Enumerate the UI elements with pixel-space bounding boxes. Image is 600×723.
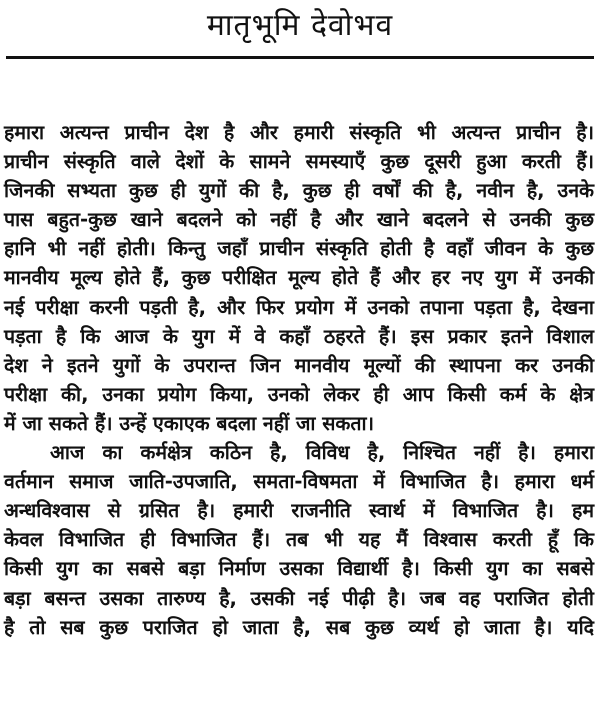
text-line: है तो सब कुछ पराजित हो जाता है, सब कुछ व्यर्थ हो जाता है। यदि: [4, 615, 594, 639]
text-line: किसी युग का सबसे बड़ा निर्माण उसका विद्यार्थी है। किसी युग का सबसे: [4, 557, 594, 581]
text-line: अन्धविश्वास से ग्रसित है। हमारी राजनीति स्वार्थ में विभाजित है। हम: [4, 499, 594, 523]
text-line: वर्तमान समाज जाति-उपजाति, समता-विषमता में विभाजित है। हमारा धर्म: [4, 470, 594, 494]
text-line: देश ने इतने युगों के उपरान्त जिन मानवीय मूल्यों की स्थापना कर उनकी: [4, 353, 594, 377]
text-line: में जा सकते हैं। उन्हें एकाएक बदला नहीं जा सकता।: [4, 411, 374, 435]
text-line: प्राचीन संस्कृति वाले देशों के सामने समस्याएँ कुछ दूसरी हुआ करती हैं।: [4, 150, 594, 174]
text-line: बड़ा बसन्त उसका तारुण्य है, उसकी नई पीढ़ी है। जब वह पराजित होती: [4, 586, 594, 610]
text-line: पड़ता है कि आज के युग में वे कहाँ ठहरते हैं। इस प्रकार इतने विशाल: [4, 324, 594, 348]
chapter-title: मातृभूमि देवोभव: [206, 8, 394, 43]
text-line: आज का कर्मक्षेत्र कठिन है, विविध है, निश्चित नहीं है। हमारा: [50, 441, 594, 465]
text-line: जिनकी सभ्यता कुछ ही युगों की है, कुछ ही वर्षों की है, नवीन है, उनके: [4, 179, 594, 203]
title-underline: [6, 56, 594, 59]
text-line: पास बहुत-कुछ खाने बदलने को नहीं है और खाने बदलने से उनकी कुछ: [4, 208, 594, 232]
text-line: परीक्षा की, उनका प्रयोग किया, उनको लेकर ही आप किसी कर्म के क्षेत्र: [4, 382, 594, 406]
body-text: [4, 118, 594, 642]
text-line: नई परीक्षा करनी पड़ती है, और फिर प्रयोग में उनको तपाना पड़ता है, देखना: [4, 295, 594, 319]
text-line: केवल विभाजित ही विभाजित हैं। तब भी यह मैं विश्वास करती हूँ कि: [4, 528, 594, 552]
text-line: हमारा अत्यन्त प्राचीन देश है और हमारी संस्कृति भी अत्यन्त प्राचीन है।: [4, 121, 594, 144]
text-line: हानि भी नहीं होती। किन्तु जहाँ प्राचीन संस्कृति होती है वहाँ जीवन के कुछ: [4, 237, 594, 261]
chapter-header: [0, 0, 600, 62]
text-line: मानवीय मूल्य होते हैं, कुछ परीक्षित मूल्य होते हैं और हर नए युग में उनकी: [4, 266, 594, 290]
